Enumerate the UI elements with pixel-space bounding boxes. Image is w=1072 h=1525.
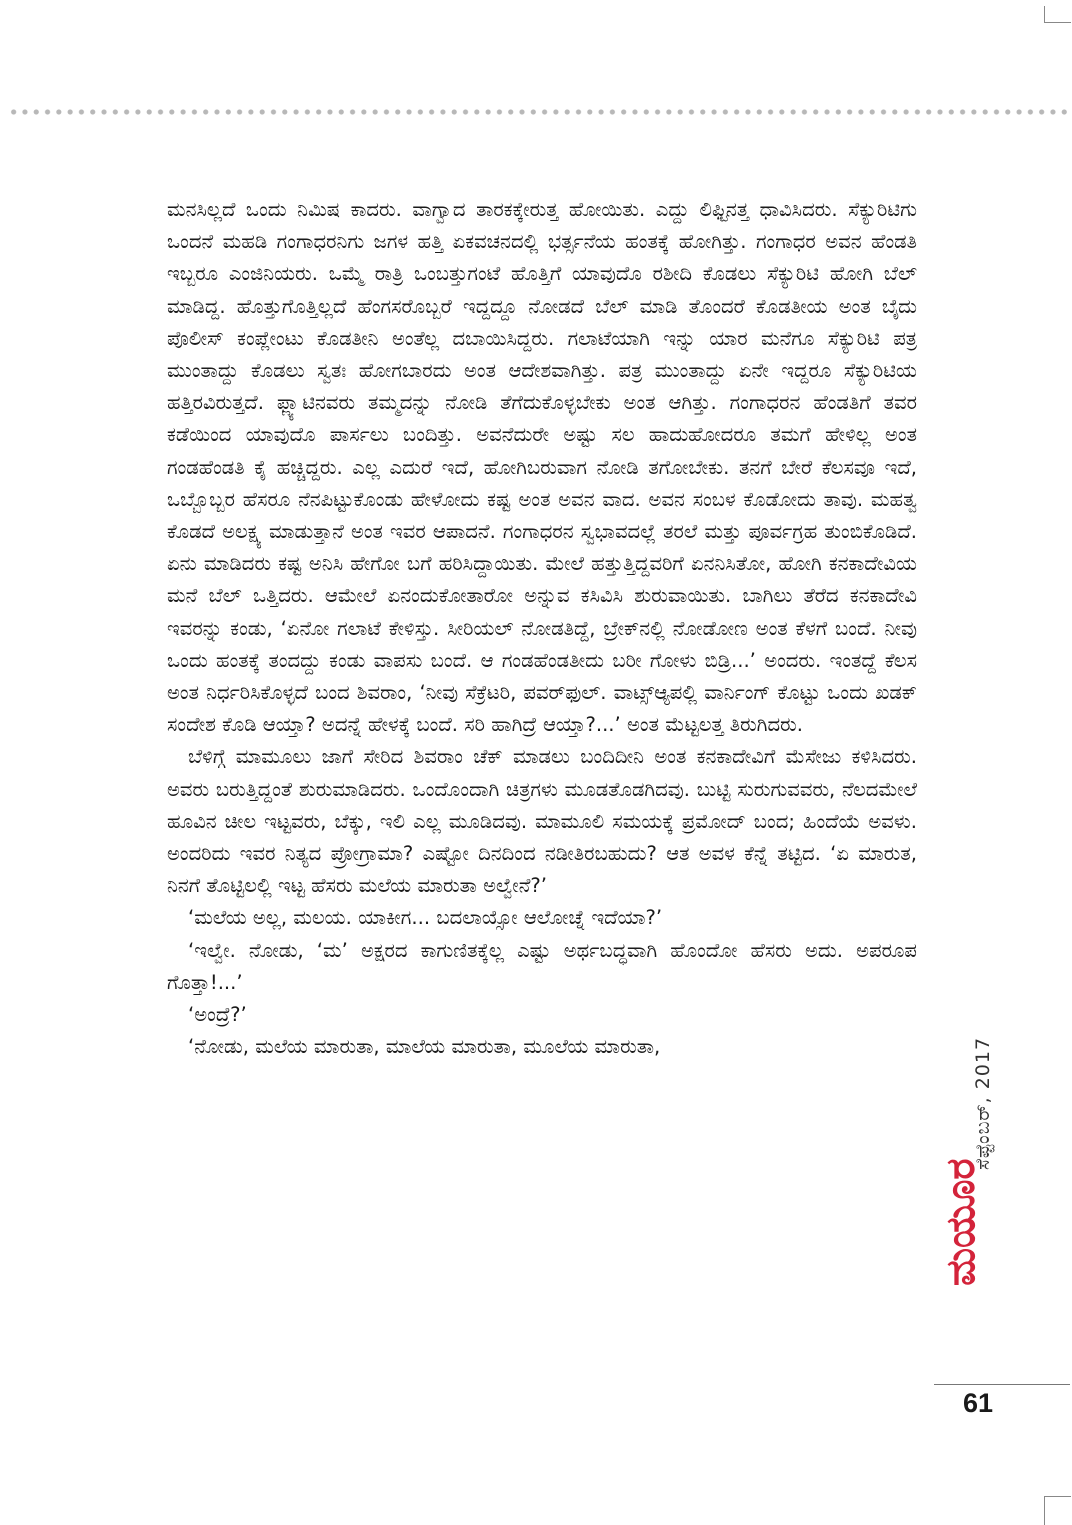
magazine-logo-text: ಮಯೂರ [938, 1158, 984, 1286]
article-paragraph-3: ‘ಮಲೆಯ ಅಲ್ಲ, ಮಲಯ. ಯಾಕೀಗ... ಬದಲಾಯ್ಸೋ ಆಲೋಚ್ನೆ ಇದೆಯಾ?’ [188, 906, 663, 930]
article-body [167, 194, 917, 1063]
crop-mark-bottom-right [1044, 1496, 1071, 1525]
crop-mark-top-right [1044, 6, 1071, 23]
page-number: 61 [963, 1388, 994, 1418]
article-paragraph-5: ‘ಅಂದ್ರೆ?’ [188, 1003, 247, 1027]
article-paragraph-6: ‘ನೋಡು, ಮಲೆಯ ಮಾರುತಾ, ಮಾಲೆಯ ಮಾರುತಾ, ಮೂಲೆಯ ಮಾರುತಾ, [188, 1035, 661, 1059]
article-paragraph-1: ಮನಸಿಲ್ಲದೆ ಒಂದು ನಿಮಿಷ ಕಾದರು. ವಾಗ್ವಾದ ತಾರಕಕ್ಕೇರುತ್ತ ಹೋಯಿತು. ಎದ್ದು ಲಿಫ್ಟಿನತ್ತ ಧಾವಿಸಿದರು. ಸೆಕ್ಯುರಿಟಿಗು ಒಂದನೆ ಮಹಡಿ ಗಂಗಾಧರನಿಗು ಜಗಳ ಹತ್ತಿ ಏಕವಚನದಲ್ಲಿ ಭರ್ತ್ಸನೆಯ ಹಂತಕ್ಕೆ ಹೋಗಿತ್ತು. ಗಂಗಾಧರ ಅವನ ಹೆಂಡತಿ ಇಬ್ಬರೂ ಎಂಜಿನಿಯರು. ಒಮ್ಮೆ ರಾತ್ರಿ ಒಂಬತ್ತುಗಂಟೆ ಹೊತ್ತಿಗೆ ಯಾವುದೊ ರಶೀದಿ ಕೊಡಲು ಸೆಕ್ಯುರಿಟಿ ಹೋಗಿ ಬೆಲ್ ಮಾಡಿದ್ದ. ಹೊತ್ತುಗೊತ್ತಿಲ್ಲದೆ ಹೆಂಗಸರೊಬ್ಬರೆ ಇದ್ದದ್ದೂ ನೋಡದೆ ಬೆಲ್ ಮಾಡಿ ತೊಂದರೆ ಕೊಡತೀಯ ಅಂತ ಬೈದು ಪೊಲೀಸ್ ಕಂಪ್ಲೇಂಟು ಕೊಡತೀನಿ ಅಂತೆಲ್ಲ ದಬಾಯಿಸಿದ್ದರು. ಗಲಾಟೆಯಾಗಿ ಇನ್ನು ಯಾರ ಮನೆಗೂ ಸೆಕ್ಯುರಿಟಿ ಪತ್ರ ಮುಂತಾದ್ದು ಕೊಡಲು ಸ್ವತಃ ಹೋಗಬಾರದು ಅಂತ ಆದೇಶವಾಗಿತ್ತು. ಪತ್ರ ಮುಂತಾದ್ದು ಏನೇ ಇದ್ದರೂ ಸೆಕ್ಯುರಿಟಿಯ ಹತ್ತಿರವಿರುತ್ತದೆ. ಫ್ಲ್ಯಾಟಿನವರು ತಮ್ಮದನ್ನು ನೋಡಿ ತೆಗೆದುಕೊಳ್ಳಬೇಕು ಅಂತ ಆಗಿತ್ತು. ಗಂಗಾಧರನ ಹೆಂಡತಿಗೆ ತವರ ಕಡೆಯಿಂದ ಯಾವುದೊ ಪಾರ್ಸಲು ಬಂದಿತ್ತು. ಅವನೆದುರೇ ಅಷ್ಟು ಸಲ ಹಾದುಹೋದರೂ ತಮಗೆ ಹೇಳಿಲ್ಲ ಅಂತ ಗಂಡಹೆಂಡತಿ ಕೈ ಹಚ್ಚಿದ್ದರು. ಎಲ್ಲ ಎದುರೆ ಇದೆ, ಹೋಗಿಬರುವಾಗ ನೋಡಿ ತಗೋಬೇಕು. ತನಗೆ ಬೇರೆ ಕೆಲಸವೂ ಇದೆ, ಒಬ್ಬೊಬ್ಬರ ಹೆಸರೂ ನೆನಪಿಟ್ಟುಕೊಂಡು ಹೇಳೋದು ಕಷ್ಟ ಅಂತ ಅವನ ವಾದ. ಅವನ ಸಂಬಳ ಕೊಡೋದು ತಾವು. ಮಹತ್ವ ಕೊಡದೆ ಅಲಕ್ಷ್ಯ ಮಾಡುತ್ತಾನೆ ಅಂತ ಇವರ ಆಪಾದನೆ. ಗಂಗಾಧರನ ಸ್ವಭಾವದಲ್ಲೆ ತರಲೆ ಮತ್ತು ಪೂರ್ವಗ್ರಹ ತುಂಬಿಕೊಡಿದೆ. ಏನು ಮಾಡಿದರು ಕಷ್ಟ ಅನಿಸಿ ಹೇಗೋ ಬಗೆ ಹರಿಸಿದ್ದಾಯಿತು. ಮೇಲೆ ಹತ್ತುತ್ತಿದ್ದವರಿಗೆ ಏನನಿಸಿತೋ, ಹೋಗಿ ಕನಕಾದೇವಿಯ ಮನೆ ಬೆಲ್ ಒತ್ತಿದರು. ಆಮೇಲೆ ಏನಂದುಕೋತಾರೋ ಅನ್ನುವ ಕಸಿವಿಸಿ ಶುರುವಾಯಿತು. ಬಾಗಿಲು ತೆರೆದ ಕನಕಾದೇವಿ ಇವರನ್ನು ಕಂಡು, ‘ಏನೋ ಗಲಾಟೆ ಕೇಳಿಸ್ತು. ಸೀರಿಯಲ್ ನೋಡತಿದ್ದೆ, ಬ್ರೇಕ್‌ನಲ್ಲಿ ನೋಡೋಣ ಅಂತ ಕೆಳಗೆ ಬಂದೆ. ನೀವು ಒಂದು ಹಂತಕ್ಕೆ ತಂದದ್ದು ಕಂಡು ವಾಪಸು ಬಂದೆ. ಆ ಗಂಡಹೆಂಡತೀದು ಬರೀ ಗೋಳು ಬಿಡ್ರಿ...’ ಅಂದರು. ಇಂತದ್ದೆ ಕೆಲಸ ಅಂತ ನಿರ್ಧರಿಸಿಕೊಳ್ಳದೆ ಬಂದ ಶಿವರಾಂ, ‘ನೀವು ಸೆಕ್ರೆಟರಿ, ಪವರ್‌ಫುಲ್. ವಾಟ್ಸ್‌ಆ್ಯಪಲ್ಲಿ ವಾರ್ನಿಂಗ್ ಕೊಟ್ಟು ಒಂದು ಖಡಕ್ ಸಂದೇಶ ಕೊಡಿ ಆಯ್ತಾ? ಅದನ್ನೆ ಹೇಳಕ್ಕೆ ಬಂದೆ. ಸರಿ ಹಾಗಿದ್ರೆ ಆಯ್ತಾ?...’ ಅಂತ ಮೆಟ್ಟಲತ್ತ ತಿರುಗಿದರು. [167, 198, 917, 737]
article-paragraph-4: ‘ಇಲ್ವೇ. ನೋಡು, ‘ಮ’ ಅಕ್ಷರದ ಕಾಗುಣಿತಕ್ಕೆಲ್ಲ ಎಷ್ಟು ಅರ್ಥಬದ್ಧವಾಗಿ ಹೊಂದೋ ಹೆಸರು ಅದು. ಅಪರೂಪ ಗೊತ್ತಾ!...’ [167, 938, 917, 994]
dotted-divider [8, 108, 1072, 116]
magazine-name [938, 1158, 998, 1287]
footer-rule [934, 1384, 1070, 1385]
article-paragraph-2: ಬೆಳಿಗ್ಗೆ ಮಾಮೂಲು ಜಾಗೆ ಸೇರಿದ ಶಿವರಾಂ ಚೆಕ್ ಮಾಡಲು ಬಂದಿದೀನಿ ಅಂತ ಕನಕಾದೇವಿಗೆ ಮೆಸೇಜು ಕಳಿಸಿದರು. ಅವರು ಬರುತ್ತಿದ್ದಂತೆ ಶುರುಮಾಡಿದರು. ಒಂದೊಂದಾಗಿ ಚಿತ್ರಗಳು ಮೂಡತೊಡಗಿದವು. ಬುಟ್ಟಿ ಸುರುಗುವವರು, ನೆಲದಮೇಲೆ ಹೂವಿನ ಚೀಲ ಇಟ್ಟವರು, ಬೆಕ್ಕು, ಇಲಿ ಎಲ್ಲ ಮೂಡಿದವು. ಮಾಮೂಲಿ ಸಮಯಕ್ಕೆ ಪ್ರಮೋದ್ ಬಂದ; ಹಿಂದೆಯೆ ಅವಳು. ಅಂದರಿದು ಇವರ ನಿತ್ಯದ ಪ್ರೋಗ್ರಾಮಾ? ಎಷ್ಟೋ ದಿನದಿಂದ ನಡೀತಿರಬಹುದು? ಆತ ಅವಳ ಕೆನ್ನೆ ತಟ್ಟಿದ. ‘ಏ ಮಾರುತ, ನಿನಗೆ ತೊಟ್ಟಿಲಲ್ಲಿ ಇಟ್ಟ ಹೆಸರು ಮಲೆಯ ಮಾರುತಾ ಅಲ್ವೇನೆ?’ [167, 745, 917, 898]
issue-date-label: ಸೆಪ್ಟೆಂಬರ್, 2017 [972, 1036, 994, 1170]
